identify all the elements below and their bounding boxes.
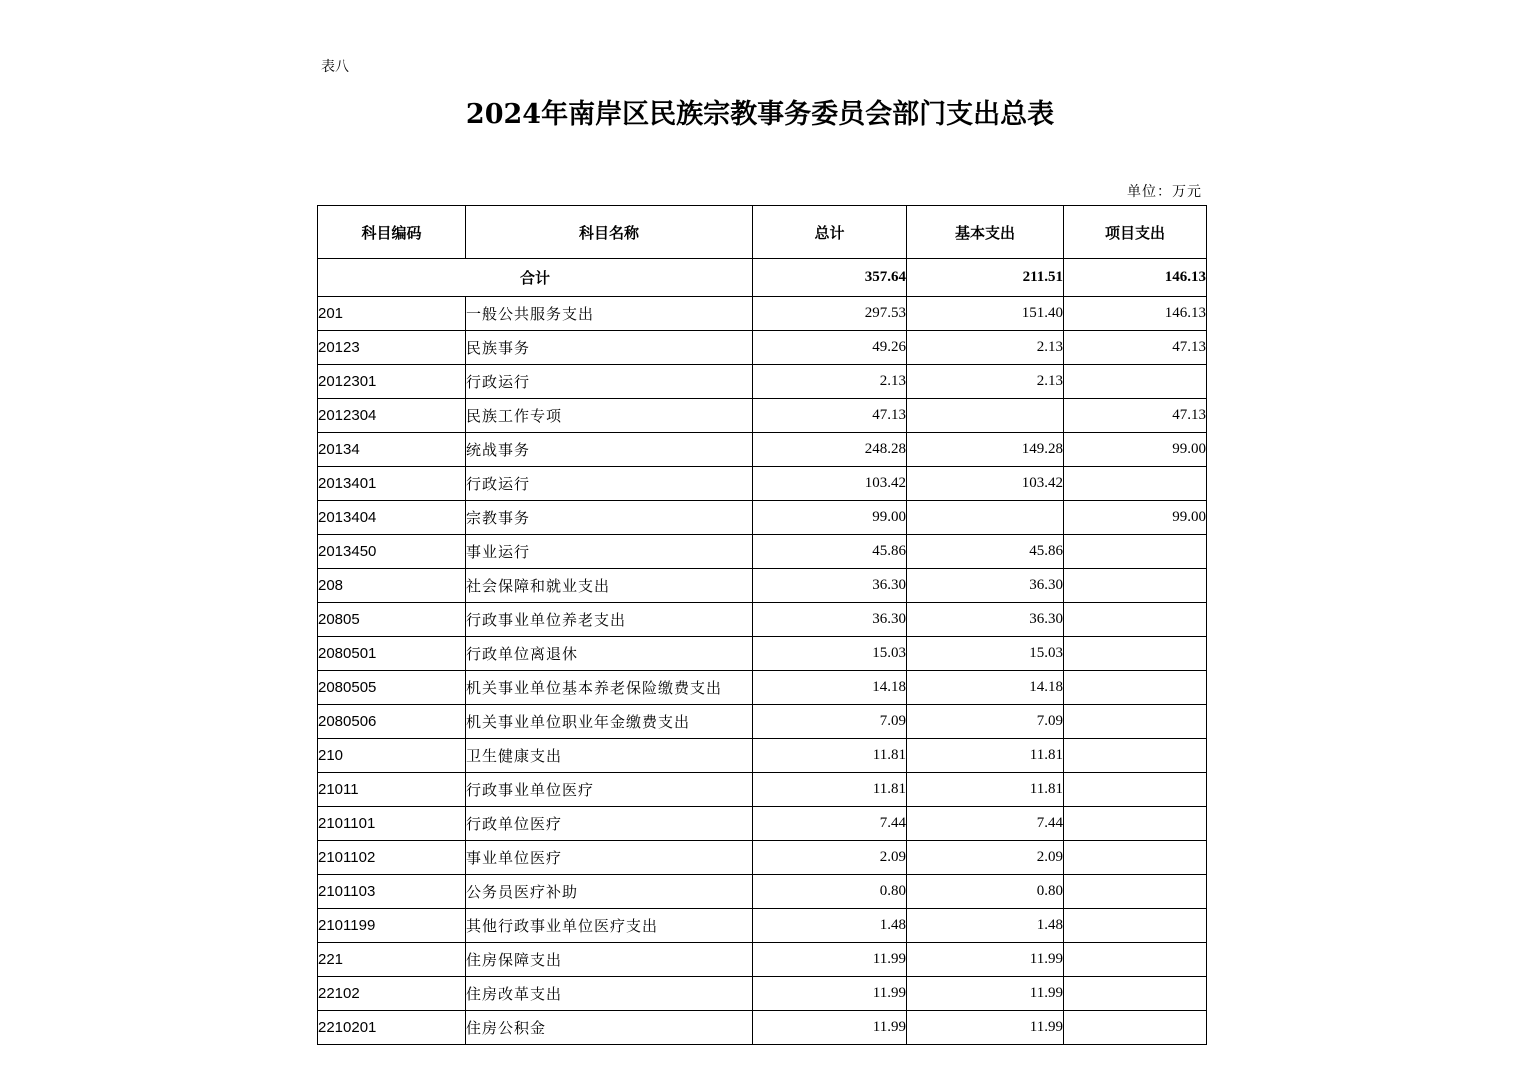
row-code: 208 [318,569,466,603]
row-total: 103.42 [753,467,907,501]
row-project [1064,671,1207,705]
header-project: 项目支出 [1064,206,1207,259]
row-basic: 36.30 [907,603,1064,637]
row-total: 99.00 [753,501,907,535]
row-total: 11.99 [753,943,907,977]
row-basic [907,399,1064,433]
row-name: 机关事业单位基本养老保险缴费支出 [466,671,753,705]
row-project [1064,637,1207,671]
row-total: 11.99 [753,1011,907,1045]
row-basic: 11.81 [907,773,1064,807]
expenditure-table [317,205,1207,1045]
row-project [1064,943,1207,977]
row-basic: 11.99 [907,943,1064,977]
table-row [318,671,1207,705]
row-name: 住房公积金 [466,1011,753,1045]
row-code: 20134 [318,433,466,467]
row-basic: 0.80 [907,875,1064,909]
row-total: 45.86 [753,535,907,569]
row-total: 2.09 [753,841,907,875]
table-row [318,297,1207,331]
table-row [318,943,1207,977]
row-total: 7.09 [753,705,907,739]
row-total: 11.99 [753,977,907,1011]
row-code: 221 [318,943,466,977]
row-name: 一般公共服务支出 [466,297,753,331]
table-row [318,501,1207,535]
row-name: 住房改革支出 [466,977,753,1011]
row-project [1064,739,1207,773]
row-name: 民族事务 [466,331,753,365]
row-total: 2.13 [753,365,907,399]
total-basic: 211.51 [907,259,1064,297]
unit-label: 单位：万元 [1127,184,1202,200]
row-name: 行政运行 [466,467,753,501]
table-row [318,977,1207,1011]
row-total: 49.26 [753,331,907,365]
row-total: 0.80 [753,875,907,909]
table-row [318,875,1207,909]
table-row [318,773,1207,807]
table-row [318,569,1207,603]
table-row [318,603,1207,637]
row-basic: 151.40 [907,297,1064,331]
row-name: 行政事业单位养老支出 [466,603,753,637]
header-name: 科目名称 [466,206,753,259]
row-project [1064,1011,1207,1045]
row-total: 11.81 [753,773,907,807]
row-name: 行政单位医疗 [466,807,753,841]
row-project [1064,909,1207,943]
row-basic: 1.48 [907,909,1064,943]
row-name: 住房保障支出 [466,943,753,977]
row-name: 机关事业单位职业年金缴费支出 [466,705,753,739]
row-total: 36.30 [753,569,907,603]
row-code: 2013450 [318,535,466,569]
row-total: 297.53 [753,297,907,331]
row-project [1064,875,1207,909]
row-project [1064,467,1207,501]
table-row [318,467,1207,501]
row-total: 1.48 [753,909,907,943]
row-basic: 11.81 [907,739,1064,773]
row-basic: 11.99 [907,977,1064,1011]
row-basic: 45.86 [907,535,1064,569]
row-code: 2101199 [318,909,466,943]
row-project [1064,603,1207,637]
row-basic: 7.09 [907,705,1064,739]
row-project [1064,535,1207,569]
table-row [318,535,1207,569]
row-total: 7.44 [753,807,907,841]
row-code: 22102 [318,977,466,1011]
row-code: 2101101 [318,807,466,841]
row-project [1064,841,1207,875]
row-basic: 2.13 [907,365,1064,399]
row-code: 20805 [318,603,466,637]
table-row [318,807,1207,841]
total-label: 合计 [318,259,753,297]
row-basic: 14.18 [907,671,1064,705]
row-code: 2080505 [318,671,466,705]
row-project: 99.00 [1064,433,1207,467]
row-code: 21011 [318,773,466,807]
row-name: 统战事务 [466,433,753,467]
table-row [318,637,1207,671]
row-project [1064,977,1207,1011]
row-total: 15.03 [753,637,907,671]
row-project [1064,705,1207,739]
total-project: 146.13 [1064,259,1207,297]
table-number-label: 表八 [321,59,349,75]
row-code: 2101103 [318,875,466,909]
row-total: 47.13 [753,399,907,433]
row-name: 卫生健康支出 [466,739,753,773]
row-total: 11.81 [753,739,907,773]
row-code: 2013401 [318,467,466,501]
table-row [318,433,1207,467]
row-basic: 11.99 [907,1011,1064,1045]
row-code: 2080506 [318,705,466,739]
row-code: 20123 [318,331,466,365]
table-row [318,331,1207,365]
total-sum: 357.64 [753,259,907,297]
document-title: 2024年南岸区民族宗教事务委员会部门支出总表 [465,99,1055,130]
row-project: 47.13 [1064,399,1207,433]
row-code: 210 [318,739,466,773]
row-name: 行政事业单位医疗 [466,773,753,807]
row-name: 宗教事务 [466,501,753,535]
row-project [1064,773,1207,807]
header-total: 总计 [753,206,907,259]
row-name: 行政运行 [466,365,753,399]
row-project: 146.13 [1064,297,1207,331]
row-total: 14.18 [753,671,907,705]
row-code: 2101102 [318,841,466,875]
row-project: 47.13 [1064,331,1207,365]
row-total: 248.28 [753,433,907,467]
row-code: 2012304 [318,399,466,433]
row-total: 36.30 [753,603,907,637]
row-basic: 7.44 [907,807,1064,841]
header-basic: 基本支出 [907,206,1064,259]
row-name: 民族工作专项 [466,399,753,433]
row-basic [907,501,1064,535]
table-row [318,365,1207,399]
row-code: 2013404 [318,501,466,535]
row-project [1064,365,1207,399]
row-name: 社会保障和就业支出 [466,569,753,603]
row-project [1064,807,1207,841]
table-row [318,909,1207,943]
row-code: 201 [318,297,466,331]
row-basic: 2.09 [907,841,1064,875]
row-project [1064,569,1207,603]
row-basic: 2.13 [907,331,1064,365]
row-name: 公务员医疗补助 [466,875,753,909]
row-basic: 103.42 [907,467,1064,501]
header-row [318,206,1207,259]
table-row [318,705,1207,739]
row-name: 行政单位离退休 [466,637,753,671]
row-name: 其他行政事业单位医疗支出 [466,909,753,943]
table-row [318,1011,1207,1045]
row-name: 事业单位医疗 [466,841,753,875]
header-code: 科目编码 [318,206,466,259]
row-code: 2210201 [318,1011,466,1045]
row-name: 事业运行 [466,535,753,569]
row-basic: 149.28 [907,433,1064,467]
row-code: 2080501 [318,637,466,671]
total-row [318,259,1207,297]
table-row [318,739,1207,773]
table-row [318,841,1207,875]
row-project: 99.00 [1064,501,1207,535]
table-row [318,399,1207,433]
row-code: 2012301 [318,365,466,399]
row-basic: 36.30 [907,569,1064,603]
row-basic: 15.03 [907,637,1064,671]
